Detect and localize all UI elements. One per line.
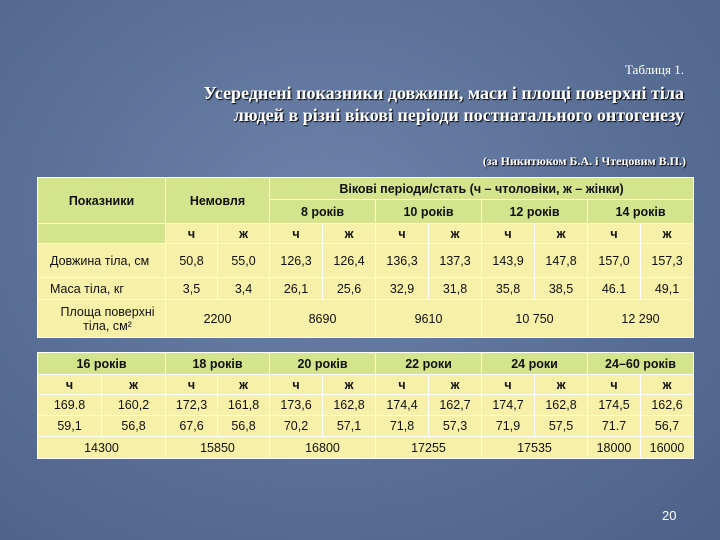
value-cell: 67,6 — [166, 416, 218, 437]
sex-cell: ч — [588, 224, 641, 244]
value-cell: 173,6 — [270, 395, 323, 416]
value-cell: 162,8 — [535, 395, 588, 416]
slide-title — [84, 82, 684, 126]
sex-cell: ж — [218, 224, 270, 244]
sex-cell: ч — [482, 375, 535, 395]
age-header: 22 роки — [376, 353, 482, 375]
value-cell: 56,7 — [641, 416, 694, 437]
sex-cell: ч — [270, 224, 323, 244]
sex-cell: ж — [218, 375, 270, 395]
value-cell: 17255 — [376, 437, 482, 459]
table-caption: Таблиця 1. — [624, 62, 684, 77]
sex-cell: ж — [535, 375, 588, 395]
table-row — [38, 437, 694, 459]
sex-cell: ж — [429, 375, 482, 395]
age-header: 8 років — [270, 200, 376, 224]
table-row — [38, 416, 694, 437]
value-cell: 162,8 — [323, 395, 376, 416]
value-cell: 71,9 — [482, 416, 535, 437]
value-cell: 56,8 — [102, 416, 166, 437]
value-cell: 10 750 — [482, 300, 588, 338]
value-cell: 8690 — [270, 300, 376, 338]
value-cell: 157,3 — [641, 244, 694, 278]
value-cell: 16800 — [270, 437, 376, 459]
value-cell: 3,4 — [218, 278, 270, 300]
value-cell: 174,5 — [588, 395, 641, 416]
table-row — [38, 300, 694, 338]
value-cell: 172,3 — [166, 395, 218, 416]
header-pokaznyky: Показники — [38, 178, 166, 224]
value-cell: 25,6 — [323, 278, 376, 300]
value-cell: 70,2 — [270, 416, 323, 437]
sex-cell: ж — [323, 224, 376, 244]
value-cell: 71,8 — [376, 416, 429, 437]
row-label: Довжина тіла, см — [38, 244, 166, 278]
age-header: 16 років — [38, 353, 166, 375]
value-cell: 57,1 — [323, 416, 376, 437]
value-cell: 49,1 — [641, 278, 694, 300]
value-cell: 9610 — [376, 300, 482, 338]
sex-cell: ч — [166, 224, 218, 244]
header-age-periods: Вікові періоди/стать (ч – чтоловіки, ж – жінки) — [270, 178, 694, 200]
sex-cell: ж — [102, 375, 166, 395]
value-cell: 14300 — [38, 437, 166, 459]
value-cell: 126,3 — [270, 244, 323, 278]
table-part-1 — [37, 177, 694, 338]
row-label: Маса тіла, кг — [38, 278, 166, 300]
value-cell: 55,0 — [218, 244, 270, 278]
row-label: Площа поверхні тіла, см² — [38, 300, 166, 338]
age-header: 24 роки — [482, 353, 588, 375]
sex-cell: ч — [270, 375, 323, 395]
value-cell: 71.7 — [588, 416, 641, 437]
table-row — [38, 244, 694, 278]
value-cell: 2200 — [166, 300, 270, 338]
value-cell: 46.1 — [588, 278, 641, 300]
sex-cell: ж — [641, 224, 694, 244]
value-cell: 17535 — [482, 437, 588, 459]
value-cell: 136,3 — [376, 244, 429, 278]
table-part-2 — [37, 352, 694, 459]
value-cell: 3,5 — [166, 278, 218, 300]
sex-cell: ж — [323, 375, 376, 395]
value-cell: 147,8 — [535, 244, 588, 278]
sex-cell: ч — [38, 375, 102, 395]
age-header: 20 років — [270, 353, 376, 375]
sex-cell: ж — [535, 224, 588, 244]
sex-cell: ч — [482, 224, 535, 244]
page-number: 20 — [662, 508, 677, 523]
value-cell: 18000 — [588, 437, 641, 459]
value-cell: 35,8 — [482, 278, 535, 300]
age-header: 12 років — [482, 200, 588, 224]
value-cell: 160,2 — [102, 395, 166, 416]
value-cell: 162,7 — [429, 395, 482, 416]
value-cell: 174,4 — [376, 395, 429, 416]
value-cell: 162,6 — [641, 395, 694, 416]
age-header: 14 років — [588, 200, 694, 224]
value-cell: 161,8 — [218, 395, 270, 416]
value-cell: 50,8 — [166, 244, 218, 278]
value-cell: 38,5 — [535, 278, 588, 300]
title-line-1: Усереднені показники довжини, маси і площі поверхні тіла — [203, 83, 684, 103]
header-nemovlia: Немовля — [166, 178, 270, 224]
sex-cell: ж — [429, 224, 482, 244]
table-row — [38, 278, 694, 300]
value-cell: 174,7 — [482, 395, 535, 416]
table-row — [38, 395, 694, 416]
sex-cell: ч — [376, 375, 429, 395]
empty-cell — [38, 224, 166, 244]
value-cell: 12 290 — [588, 300, 694, 338]
value-cell: 56,8 — [218, 416, 270, 437]
age-header: 18 років — [166, 353, 270, 375]
value-cell: 32,9 — [376, 278, 429, 300]
age-header: 24–60 років — [588, 353, 694, 375]
sex-cell: ч — [588, 375, 641, 395]
value-cell: 169.8 — [38, 395, 102, 416]
sex-cell: ч — [376, 224, 429, 244]
value-cell: 57,5 — [535, 416, 588, 437]
source-note: (за Никитюком Б.А. і Чтецовим В.П.) — [482, 154, 686, 168]
value-cell: 157,0 — [588, 244, 641, 278]
value-cell: 59,1 — [38, 416, 102, 437]
sex-cell: ч — [166, 375, 218, 395]
value-cell: 16000 — [641, 437, 694, 459]
value-cell: 26,1 — [270, 278, 323, 300]
value-cell: 15850 — [166, 437, 270, 459]
title-line-2: людей в різні вікові періоди постнатального онтогенезу — [233, 105, 684, 125]
value-cell: 126,4 — [323, 244, 376, 278]
age-header: 10 років — [376, 200, 482, 224]
value-cell: 137,3 — [429, 244, 482, 278]
sex-cell: ж — [641, 375, 694, 395]
value-cell: 31,8 — [429, 278, 482, 300]
value-cell: 57,3 — [429, 416, 482, 437]
value-cell: 143,9 — [482, 244, 535, 278]
